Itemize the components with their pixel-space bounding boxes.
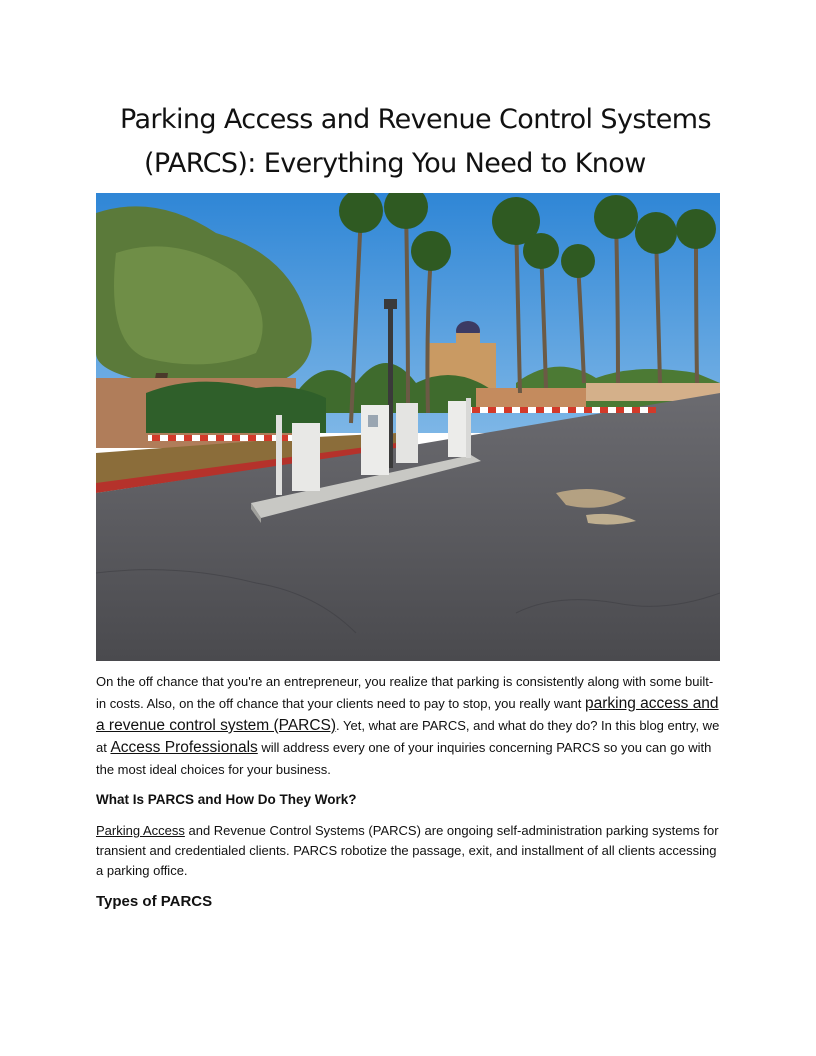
section-heading-what-is-parcs: What Is PARCS and How Do They Work?	[96, 792, 357, 807]
intro-text-2: . Yet, what are PARCS, and what do they do? In this blog entry, we at	[96, 718, 720, 755]
page-title-line-2: (PARCS): Everything You Need to Know	[144, 148, 646, 179]
parking-access-link[interactable]: Parking Access	[96, 823, 185, 838]
section-1-text: and Revenue Control Systems (PARCS) are ongoing self-administration parking systems for transient and credentialed clients. PARCS robotize the passage, exit, and installment of all clients accessing a parking office.	[96, 823, 719, 878]
section-heading-types-of-parcs: Types of PARCS	[96, 893, 213, 910]
section-1-paragraph	[96, 821, 720, 881]
intro-text-1: On the off chance that you're an entrepreneur, you realize that parking is consistently along with some built-in costs. Also, on the off chance that your clients need to pay to stop, you really want	[96, 674, 714, 711]
intro-paragraph	[96, 671, 720, 781]
page-title	[96, 98, 720, 186]
parcs-link[interactable]: parking access and a revenue control system (PARCS)	[96, 695, 719, 734]
intro-text-3: will address every one of your inquiries concerning PARCS so you can go with the most ideal choices for your business.	[96, 740, 712, 777]
page-title-line-1: Parking Access and Revenue Control Systems	[120, 104, 711, 135]
parking-gate-photo	[96, 193, 720, 661]
access-professionals-link[interactable]: Access Professionals	[110, 739, 258, 756]
